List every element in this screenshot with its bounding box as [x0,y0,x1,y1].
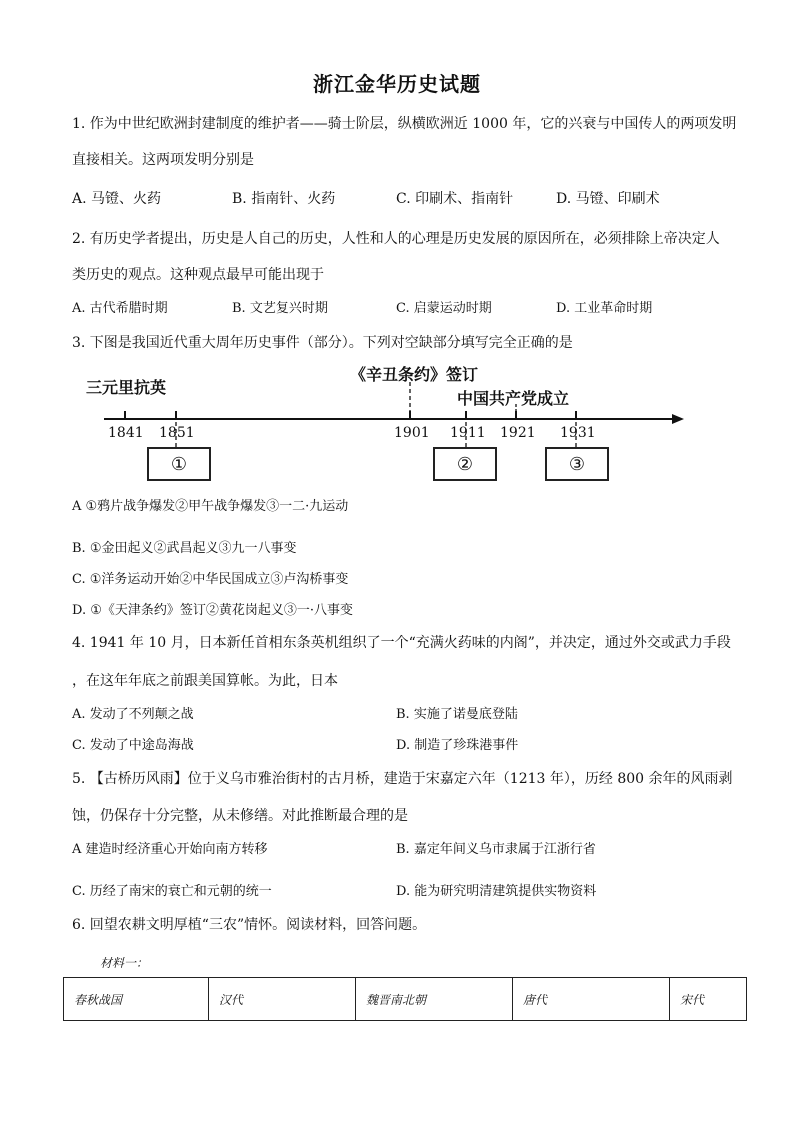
timeline-arrowhead [672,414,684,424]
q1-stem-line2: 直接相关。这两项发明分别是 [72,152,254,168]
q1-option-d: D. 马镫、印刷术 [556,191,660,207]
timeline-label-xinchou: 《辛丑条约》签订 [350,365,479,384]
q2-option-d: D. 工业革命时期 [556,301,653,316]
table-cell-chunqiu: 春秋战国 [64,978,209,1021]
q4-option-c: C. 发动了中途岛海战 [72,738,194,753]
year-1841: 1841 [108,425,144,441]
q5-option-a: A 建造时经济重心开始向南方转移 [72,842,268,857]
q4-option-a: A. 发动了不列颠之战 [72,707,194,722]
q2-option-c: C. 启蒙运动时期 [396,301,492,316]
q5-option-c: C. 历经了南宋的衰亡和元朝的统一 [72,884,272,899]
year-1901: 1901 [394,425,430,441]
timeline-label-sanyuanli: 三元里抗英 [86,378,167,397]
material-label: 材料一： [100,956,149,970]
q2-stem-line2: 类历史的观点。这种观点最早可能出现于 [72,267,324,283]
q3-option-b: B. ①金田起义②武昌起义③九一八事变 [72,541,297,556]
q1-stem-line1: 1. 作为中世纪欧洲封建制度的维护者——骑士阶层，纵横欧洲近 1000 年，它的兴衰与中国传人的两项发明 [72,116,737,132]
q2-option-b: B. 文艺复兴时期 [232,301,328,316]
table-row [64,978,747,1021]
timeline-box-2: ② [433,447,497,481]
q2-option-a: A. 古代希腊时期 [72,301,168,316]
year-1851: 1851 [159,425,195,441]
q4-stem-line1: 4. 1941 年 10 月，日本新任首相东条英机组织了一个“充满火药味的内阁”，并决定，通过外交或武力手段 [72,635,731,651]
q5-stem-line2: 蚀，仍保存十分完整，从未修缮。对此推断最合理的是 [72,808,408,824]
year-1931: 1931 [560,425,596,441]
year-1921: 1921 [500,425,536,441]
timeline-box-1: ① [147,447,211,481]
q3-option-d: D. ①《天津条约》签订②黄花岗起义③一·八事变 [72,603,354,618]
q5-option-d: D. 能为研究明清建筑提供实物资料 [396,884,597,899]
q3-option-c: C. ①洋务运动开始②中华民国成立③卢沟桥事变 [72,572,349,587]
q4-stem-line2: ，在这年年底之前跟美国算帐。为此，日本 [72,673,338,689]
q3-stem: 3. 下图是我国近代重大周年历史事件（部分）。下列对空缺部分填写完全正确的是 [72,335,573,351]
page-title: 浙江金华历史试题 [313,72,481,96]
q1-option-b: B. 指南针、火药 [232,191,336,207]
table-cell-song: 宋代 [670,978,747,1021]
q3-option-a: A ①鸦片战争爆发②甲午战争爆发③一二·九运动 [72,499,349,514]
year-1911: 1911 [450,425,486,441]
timeline-box-3: ③ [545,447,609,481]
q1-option-c: C. 印刷术、指南针 [396,191,514,207]
q5-option-b: B. 嘉定年间义乌市隶属于江浙行省 [396,842,596,857]
q1-option-a: A. 马镫、火药 [72,191,162,207]
q6-stem: 6. 回望农耕文明厚植“三农”情怀。阅读材料，回答问题。 [72,917,427,933]
material-table [63,977,747,1021]
q5-stem-line1: 5. 【古桥历风雨】位于义乌市雅治街村的古月桥，建造于宋嘉定六年（1213 年），历经 800 余年的风雨剥 [72,771,733,787]
table-cell-han: 汉代 [209,978,356,1021]
timeline-label-ccp: 中国共产党成立 [457,389,570,408]
q4-option-b: B. 实施了诺曼底登陆 [396,707,518,722]
table-cell-weijin: 魏晋南北朝 [356,978,513,1021]
table-cell-tang: 唐代 [513,978,670,1021]
q4-option-d: D. 制造了珍珠港事件 [396,738,519,753]
q2-stem-line1: 2. 有历史学者提出，历史是人自己的历史，人性和人的心理是历史发展的原因所在，必须排除上帝决定人 [72,231,720,247]
